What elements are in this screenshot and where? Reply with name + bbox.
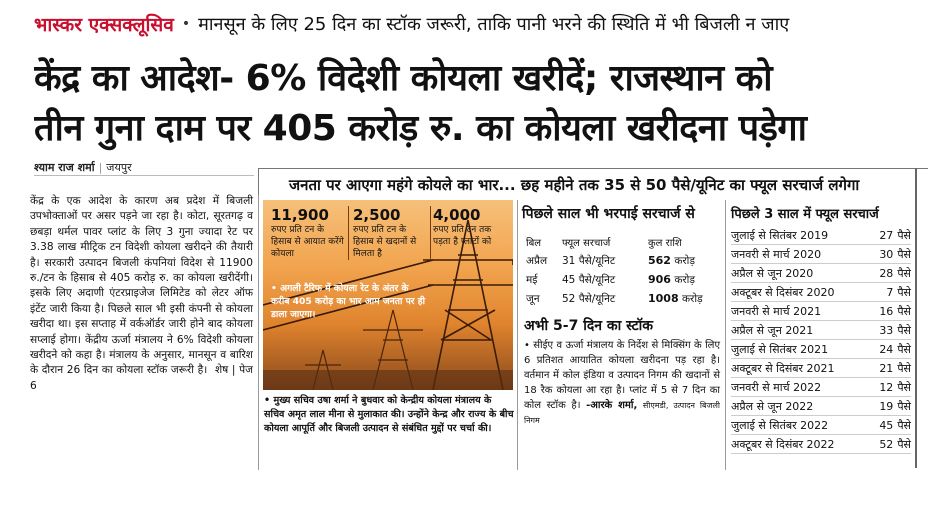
period-cell: अक्टूबर से दिसंबर 2021 — [731, 361, 835, 375]
value-unit: पैसे — [897, 361, 911, 375]
value-cell — [886, 285, 911, 300]
amount-cell — [648, 254, 722, 268]
value-cell — [879, 228, 911, 243]
period-cell: अप्रैल से जून 2021 — [731, 323, 814, 337]
table-row — [526, 270, 722, 289]
period-cell: अक्टूबर से दिसंबर 2020 — [731, 285, 835, 299]
bill-cell: मई — [526, 273, 538, 286]
table-row — [731, 302, 911, 321]
table-row — [731, 321, 911, 340]
header-cell: बिल — [526, 237, 542, 249]
stock-title: अभी 5-7 दिन का स्टॉक — [524, 318, 654, 334]
value-unit: पैसे — [897, 399, 911, 413]
value-number: 52 — [879, 437, 894, 451]
stock-designation: सीएमडी, उत्पादन बिजली निगम — [524, 401, 720, 425]
period-cell: जनवरी से मार्च 2020 — [731, 247, 822, 261]
period-cell: अक्टूबर से दिसंबर 2022 — [731, 437, 835, 451]
value-unit: पैसे — [897, 323, 911, 337]
headline-line-1: केंद्र का आदेश- 6% विदेशी कोयला खरीदें; राजस्थान को — [34, 58, 773, 99]
amount-value: 1008 — [648, 291, 679, 305]
table-row — [731, 359, 911, 378]
period-cell: अप्रैल से जून 2020 — [731, 266, 814, 280]
value-number: 28 — [879, 266, 894, 280]
headline — [34, 54, 914, 154]
period-cell: जुलाई से सितंबर 2022 — [731, 418, 829, 432]
surcharge-table — [526, 232, 722, 308]
value-number: 16 — [879, 304, 894, 318]
subhead: जनता पर आएगा महंगे कोयले का भार... छह महीने तक 35 से 50 पैसे/यूनिट का फ्यूल सरचार्ज लगेगा — [258, 168, 928, 198]
amount-value: 562 — [648, 253, 671, 267]
table-row — [731, 378, 911, 397]
table-row — [526, 251, 722, 270]
amount-unit: करोड़ — [674, 254, 696, 267]
value-cell — [879, 418, 911, 433]
value-number: 7 — [886, 285, 894, 299]
value-unit: पैसे — [897, 285, 911, 299]
left-column-body — [30, 194, 253, 394]
value-cell — [879, 361, 911, 376]
divider — [34, 175, 254, 176]
stat-value: 11,900 — [271, 206, 329, 224]
kicker-text: मानसून के लिए 25 दिन का स्टॉक जरूरी, ताकि पानी भरने की स्थिति में भी बिजली न जाए — [198, 14, 790, 35]
value-number: 12 — [879, 380, 894, 394]
byline — [34, 160, 132, 175]
stock-body — [524, 338, 720, 428]
stat-plant-rate — [433, 206, 511, 248]
value-cell — [879, 266, 911, 281]
surcharge-cell: 31 पैसे/यूनिट — [562, 254, 616, 267]
value-unit: पैसे — [897, 266, 911, 280]
value-number: 27 — [879, 228, 894, 242]
table-row — [731, 226, 911, 245]
stock-attribution: -आरके शर्मा, — [586, 400, 638, 411]
value-number: 33 — [879, 323, 894, 337]
column-divider — [725, 200, 726, 470]
amount-unit: करोड़ — [681, 292, 703, 305]
value-number: 45 — [879, 418, 894, 432]
stat-label: रुपए प्रति टन तक पड़ता है प्लांटों को — [433, 225, 492, 247]
value-unit: पैसे — [897, 228, 911, 242]
table-row — [731, 435, 911, 454]
surcharge-cell: 52 पैसे/यूनिट — [562, 292, 616, 305]
table-row — [731, 340, 911, 359]
value-unit: पैसे — [897, 304, 911, 318]
period-cell: जुलाई से सितंबर 2021 — [731, 342, 829, 356]
table-row — [731, 245, 911, 264]
value-cell — [879, 342, 911, 357]
stat-value: 2,500 — [353, 206, 401, 224]
photo-callout: • अगली टैरिफ में कोयला रेट के अंतर के करीब 405 करोड़ का भार आम जनता पर ही डाला जाएगा। — [271, 283, 425, 320]
byline-author: श्याम राज शर्मा — [34, 161, 95, 174]
value-number: 21 — [879, 361, 894, 375]
table-row — [731, 264, 911, 283]
value-number: 30 — [879, 247, 894, 261]
table-row — [731, 416, 911, 435]
stat-import-rate — [271, 206, 349, 260]
column-divider — [517, 200, 518, 470]
period-cell: जनवरी से मार्च 2021 — [731, 304, 822, 318]
amount-cell — [648, 273, 722, 287]
byline-separator: | — [98, 161, 103, 174]
bill-cell: जून — [526, 292, 540, 305]
amount-unit: करोड़ — [674, 273, 696, 286]
header-cell: कुल राशि — [648, 237, 682, 249]
column-divider — [258, 195, 259, 470]
value-number: 19 — [879, 399, 894, 413]
column-divider — [915, 168, 917, 468]
stat-label: रुपए प्रति टन के हिसाब से खदानों से मिलता है — [353, 225, 417, 259]
value-cell — [879, 304, 911, 319]
fuel-table-title: पिछले 3 साल में फ्यूल सरचार्ज — [731, 207, 879, 222]
period-cell: जुलाई से सितंबर 2019 — [731, 228, 829, 242]
photo-caption: • मुख्य सचिव उषा शर्मा ने बुधवार को केन्द्रीय कोयला मंत्रालय के सचिव अमृत लाल मीना से मुलाकात की। उन्होंने केन्द्र और राज्य के बीच कोयला आपूर्ति और बिजली उत्पादन से संबंधित मुद्दों पर चर्चा की। — [264, 395, 514, 434]
stat-value: 4,000 — [433, 206, 481, 224]
table-row — [731, 283, 911, 302]
amount-value: 906 — [648, 272, 671, 286]
value-number: 24 — [879, 342, 894, 356]
kicker-line — [34, 10, 904, 38]
value-cell — [879, 247, 911, 262]
continued-marker: शेष | पेज 6 — [30, 364, 253, 392]
value-unit: पैसे — [897, 342, 911, 356]
value-unit: पैसे — [897, 437, 911, 451]
value-cell — [879, 380, 911, 395]
power-tower-photo — [263, 200, 513, 390]
value-cell — [879, 323, 911, 338]
table-header — [526, 232, 722, 251]
table-row — [526, 289, 722, 308]
header-cell: फ्यूल सरचार्ज — [562, 237, 611, 249]
bill-cell: अप्रैल — [526, 254, 548, 267]
fuel-surcharge-table — [731, 226, 911, 454]
value-cell — [879, 437, 911, 452]
stock-text: • सीईए व ऊर्जा मंत्रालय के निर्देश से मिक्सिंग के लिए 6 प्रतिशत आयातित कोयला खरीदना पड़ रहा है। वर्तमान में कोल इंडिया व उत्पादन निगम की खदानों से 18 रैक कोयला आ रहा है। प्लांट में 5 से 7 दिन का कोल स्टॉक है। — [524, 340, 720, 411]
value-unit: पैसे — [897, 247, 911, 261]
period-cell: जनवरी से मार्च 2022 — [731, 380, 822, 394]
stat-label: रुपए प्रति टन के हिसाब से आयात करेंगे कोयला — [271, 225, 344, 259]
kicker-brand: भास्कर एक्सक्लूसिव — [34, 14, 174, 36]
surcharge-cell: 45 पैसे/यूनिट — [562, 273, 616, 286]
value-unit: पैसे — [897, 418, 911, 432]
period-cell: अप्रैल से जून 2022 — [731, 399, 814, 413]
surcharge-table-title: पिछले साल भी भरपाई सरचार्ज से — [522, 206, 695, 222]
kicker-bullet: • — [181, 16, 191, 32]
left-column-text: केंद्र के एक आदेश के कारण अब प्रदेश में बिजली उपभोक्ताओं पर असर पड़ने जा रहा है। कोटा, सूरतगढ़ व छबड़ा थर्मल पावर प्लांट के लिए 3 गुना ज्यादा रेट पर 3.38 लाख मीट्रिक टन विदेशी कोयला खरीदने की तैयारी है। सरकारी उत्पादन बिजली कंपनियां विदेश से 11900 रु./टन के हिसाब से 405 करोड़ रु. का कोयला खरीदेंगी। इसके लिए अदाणी एंटरप्राइजेज लिमिटेड को लेटर ऑफ इंटेंट जारी किया है। पिछले साल भी इसी कंपनी से कोयला खरीदा था। इस सप्ताह में वर्कऑर्डर जारी होने बाद कोयला सप्लाई होगा। केंद्रीय ऊर्जा मंत्रालय ने 6% विदेशी कोयला खरीदने को कहा है। मंत्रालय के अनुसार, मानसून व बारिश के दौरान 26 दिन का कोयला स्टॉक जरूरी है। — [30, 195, 253, 377]
stat-mine-rate — [353, 206, 431, 260]
byline-city: जयपुर — [106, 161, 132, 174]
amount-cell — [648, 292, 722, 306]
table-row — [731, 397, 911, 416]
headline-line-2: तीन गुना दाम पर 405 करोड़ रु. का कोयला खरीदना पड़ेगा — [34, 108, 807, 149]
value-cell — [879, 399, 911, 414]
value-unit: पैसे — [897, 380, 911, 394]
